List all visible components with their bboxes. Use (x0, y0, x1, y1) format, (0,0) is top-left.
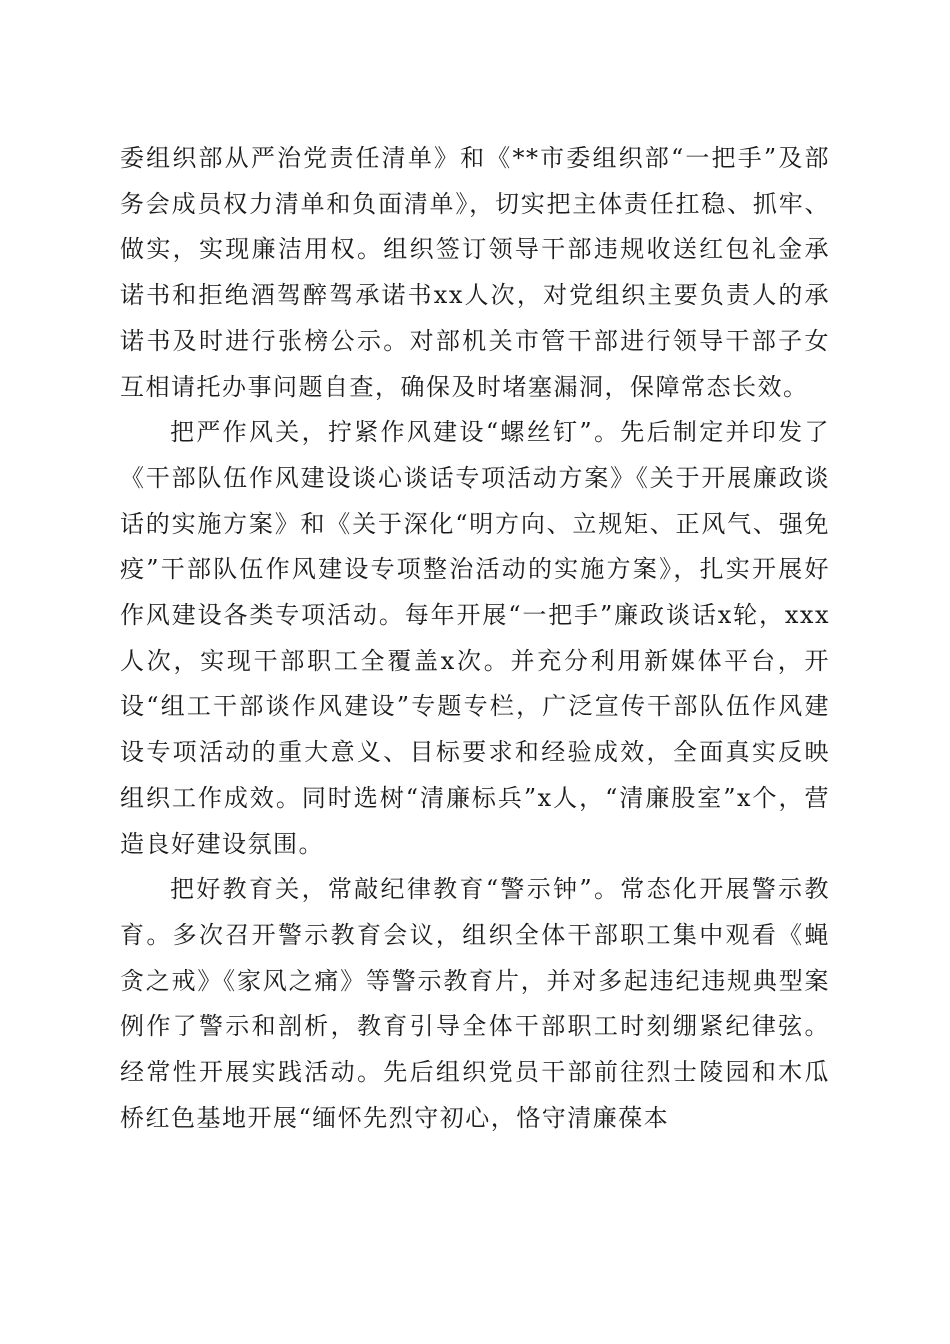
paragraph-3: 把好教育关，常敲纪律教育“警示钟”。常态化开展警示教育。多次召开警示教育会议，组织全体干部职工集中观看《蝇贪之戒》《家风之痛》等警示教育片，并对多起违纪违规典型案例作了警示和剖析，教育引导全体干部职工时刻绷紧纪律弦。经常性开展实践活动。先后组织党员干部前往烈士陵园和木瓜桥红色基地开展“缅怀先烈守初心，恪守清廉葆本 (120, 875, 830, 1132)
paragraph-1: 委组织部从严治党责任清单》和《**市委组织部“一把手”及部务会成员权力清单和负面清单》，切实把主体责任扛稳、抓牢、做实，实现廉洁用权。组织签订领导干部违规收送红包礼金承诺书和拒绝酒驾醉驾承诺书xx人次，对党组织主要负责人的承诺书及时进行张榜公示。对部机关市管干部进行领导干部子女互相请托办事问题自查，确保及时堵塞漏洞，保障常态长效。 (120, 144, 830, 401)
paragraph-2: 把严作风关，拧紧作风建设“螺丝钉”。先后制定并印发了《干部队伍作风建设谈心谈话专项活动方案》《关于开展廉政谈话的实施方案》和《关于深化“明方向、立规矩、正风气、强免疫”干部队伍作风建设专项整治活动的实施方案》，扎实开展好作风建设各类专项活动。每年开展“一把手”廉政谈话x轮，xxx人次，实现干部职工全覆盖x次。并充分利用新媒体平台，开设“组工干部谈作风建设”专题专栏，广泛宣传干部队伍作风建设专项活动的重大意义、目标要求和经验成效，全面真实反映组织工作成效。同时选树“清廉标兵”x人，“清廉股室”x个，营造良好建设氛围。 (120, 418, 830, 858)
document-body (120, 136, 830, 1141)
